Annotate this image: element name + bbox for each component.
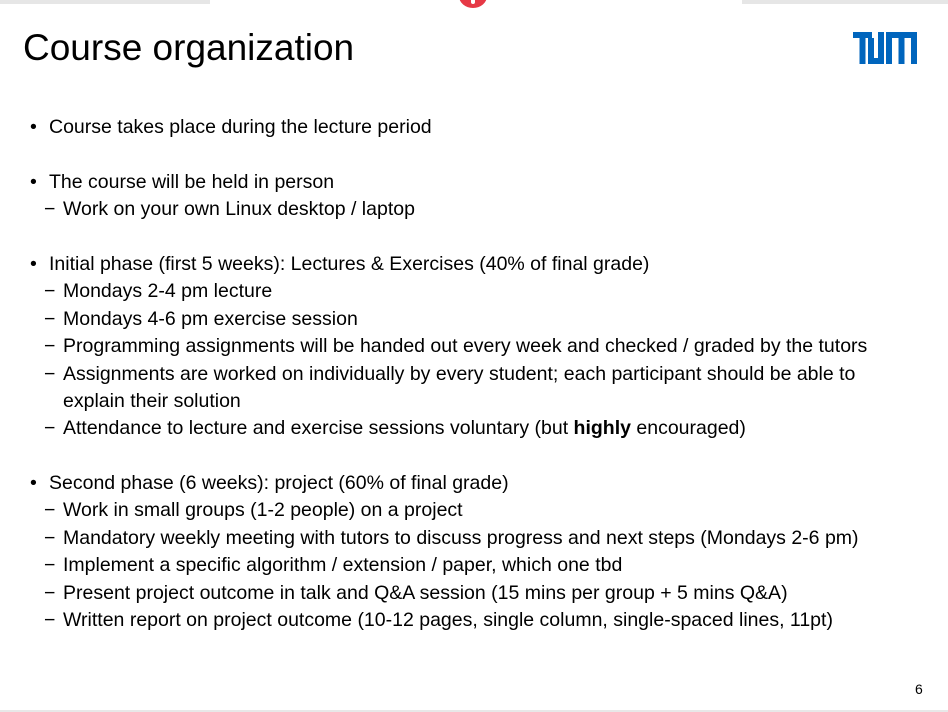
sub-item xyxy=(30,497,930,524)
bullet-item xyxy=(30,169,930,196)
bullet-text: The course will be held in person xyxy=(49,170,335,193)
sub-item xyxy=(30,306,930,333)
bullet-glyph: • xyxy=(30,116,37,138)
dash-glyph: − xyxy=(44,554,56,577)
bullet-text: Second phase (6 weeks): project (60% of final grade) xyxy=(49,472,509,495)
dash-glyph: − xyxy=(44,581,56,604)
slide-title: Course organization xyxy=(23,27,355,68)
dash-glyph: − xyxy=(44,526,56,549)
dash-glyph: − xyxy=(44,417,56,440)
emphasis-text: highly xyxy=(573,417,631,440)
sub-item-continuation xyxy=(30,388,930,415)
sub-item-text: Written report on project outcome (10-12 pages, single column, single-spaced lines, 11pt) xyxy=(63,609,833,632)
sub-item-text: Work in small groups (1-2 people) on a project xyxy=(63,499,463,522)
sub-item-text: Mandatory weekly meeting with tutors to discuss progress and next steps (Mondays 2-6 pm) xyxy=(63,526,859,549)
sub-item xyxy=(30,196,930,223)
sub-item xyxy=(30,607,930,634)
bullet-glyph: • xyxy=(30,170,37,193)
slide-body xyxy=(30,114,930,634)
bullet-text: Course takes place during the lecture period xyxy=(49,116,432,138)
sub-item-text-end: encouraged) xyxy=(636,417,746,440)
sub-item xyxy=(30,580,930,607)
bullet-item xyxy=(30,470,930,497)
sub-item-text: Mondays 4-6 pm exercise session xyxy=(63,307,358,330)
bullet-item xyxy=(30,114,930,141)
bullet-text: Initial phase (first 5 weeks): Lectures & Exercises (40% of final grade) xyxy=(49,252,650,275)
dash-glyph: − xyxy=(44,609,56,632)
sub-item xyxy=(30,361,930,388)
bullet-item xyxy=(30,251,930,278)
sub-item-text: Mondays 2-4 pm lecture xyxy=(63,280,273,303)
tum-logo xyxy=(853,32,917,64)
sub-item-text: Programming assignments will be handed out every week and checked / graded by the tutors xyxy=(63,335,868,358)
dash-glyph: − xyxy=(44,198,56,221)
sub-item-text: Present project outcome in talk and Q&A session (15 mins per group + 5 mins Q&A) xyxy=(63,581,788,604)
sub-item xyxy=(30,415,930,442)
sub-item xyxy=(30,278,930,305)
sub-item-text: Implement a specific algorithm / extension / paper, which one tbd xyxy=(63,554,623,577)
bullet-glyph: • xyxy=(30,252,37,275)
sub-item xyxy=(30,333,930,360)
sub-item xyxy=(30,525,930,552)
dash-glyph: − xyxy=(44,280,56,303)
sub-item-text xyxy=(63,415,746,442)
sub-item-text: explain their solution xyxy=(63,389,241,412)
bullet-glyph: • xyxy=(30,472,37,495)
dash-glyph: − xyxy=(44,307,56,330)
sub-item-text-start: Attendance to lecture and exercise sessions voluntary (but xyxy=(63,417,569,440)
page-number: 6 xyxy=(915,681,923,697)
sub-item xyxy=(30,552,930,579)
record-indicator-icon xyxy=(459,0,487,8)
dash-glyph: − xyxy=(44,335,56,358)
dash-glyph: − xyxy=(44,499,56,522)
record-indicator-mark xyxy=(471,0,475,4)
sub-item-text: Assignments are worked on individually by every student; each participant should be able to xyxy=(63,362,856,385)
sub-item-text: Work on your own Linux desktop / laptop xyxy=(63,198,415,221)
dash-glyph: − xyxy=(44,362,56,385)
